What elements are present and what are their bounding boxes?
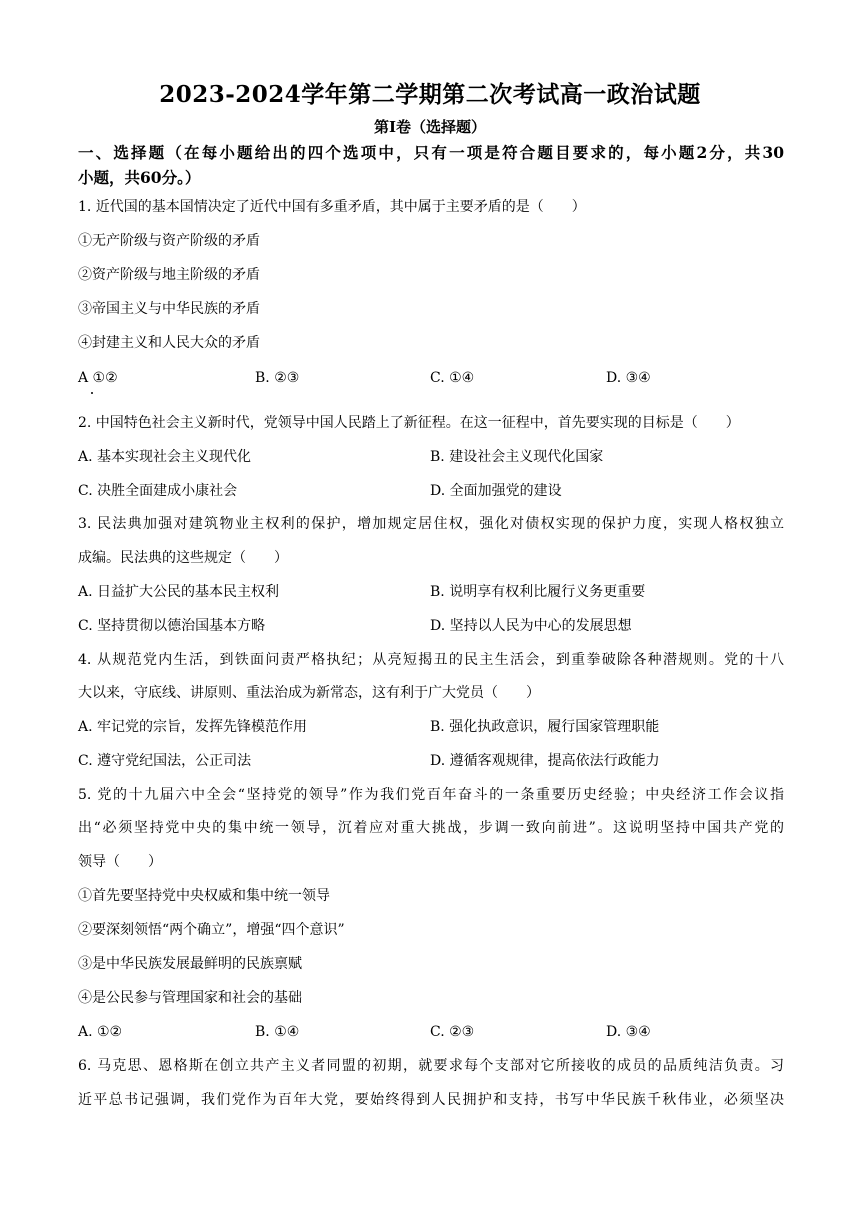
question-5-option-b: B. ①④ bbox=[255, 1024, 300, 1040]
question-1-stem: 1. 近代国的基本国情决定了近代中国有多重矛盾，其中属于主要矛盾的是（ ） bbox=[78, 199, 586, 215]
question-6-stem-line-2: 近平总书记强调，我们党作为百年大党，要始终得到人民拥护和支持，书写中华民族千秋伟业，必须坚决 bbox=[78, 1092, 784, 1108]
question-1-option-a: A ①② bbox=[78, 370, 118, 386]
question-3-stem-line-2: 成编。民法典的这些规定（ ） bbox=[78, 550, 288, 566]
question-1-option-b: B. ②③ bbox=[255, 370, 300, 386]
question-5-item-2: ②要深刻领悟“两个确立”，增强“四个意识” bbox=[78, 922, 345, 938]
question-4-option-b: B. 强化执政意识，履行国家管理职能 bbox=[430, 719, 660, 735]
question-4-stem-line-2: 大以来，守底线、讲原则、重法治成为新常态，这有利于广大党员（ ） bbox=[78, 685, 540, 701]
question-4-option-c: C. 遵守党纪国法，公正司法 bbox=[78, 753, 252, 769]
part-title: 第Ⅰ卷（选择题） bbox=[373, 118, 487, 136]
question-1-item-2: ②资产阶级与地主阶级的矛盾 bbox=[78, 267, 260, 283]
question-3-option-b: B. 说明享有权利比履行义务更重要 bbox=[430, 584, 646, 600]
question-3-option-d: D. 坚持以人民为中心的发展思想 bbox=[430, 618, 632, 634]
question-4-option-a: A. 牢记党的宗旨，发挥先锋模范作用 bbox=[78, 719, 308, 735]
question-2-option-c: C. 决胜全面建成小康社会 bbox=[78, 483, 238, 499]
print-mark bbox=[91, 392, 93, 394]
question-3-stem-line-1: 3. 民法典加强对建筑物业主权利的保护，增加规定居住权，强化对债权实现的保护力度，实现人格权独立 bbox=[78, 516, 784, 532]
question-5-item-3: ③是中华民族发展最鲜明的民族禀赋 bbox=[78, 956, 302, 972]
question-5-stem-line-2: 出“必须坚持党中央的集中统一领导，沉着应对重大挑战，步调一致向前进”。这说明坚持中国共产党的 bbox=[78, 820, 784, 836]
question-5-option-a: A. ①② bbox=[78, 1024, 123, 1040]
section-heading bbox=[78, 140, 784, 190]
exam-title: 2023-2024学年第二学期第二次考试高一政治试题 bbox=[159, 81, 701, 108]
question-6-stem-line-1: 6. 马克思、恩格斯在创立共产主义者同盟的初期，就要求每个支部对它所接收的成员的品质纯洁负责。习 bbox=[78, 1058, 784, 1074]
question-4-option-d: D. 遵循客观规律，提高依法行政能力 bbox=[430, 753, 660, 769]
question-5-option-d: D. ③④ bbox=[606, 1024, 651, 1040]
question-1-option-c: C. ①④ bbox=[430, 370, 475, 386]
question-2-option-d: D. 全面加强党的建设 bbox=[430, 483, 562, 499]
question-5-item-4: ④是公民参与管理国家和社会的基础 bbox=[78, 990, 302, 1006]
question-3-option-a: A. 日益扩大公民的基本民主权利 bbox=[78, 584, 280, 600]
question-2-stem: 2. 中国特色社会主义新时代，党领导中国人民踏上了新征程。在这一征程中，首先要实现的目标是（ ） bbox=[78, 415, 740, 431]
question-1-item-1: ①无产阶级与资产阶级的矛盾 bbox=[78, 233, 260, 249]
question-5-stem-line-1: 5. 党的十九届六中全会“坚持党的领导”作为我们党百年奋斗的一条重要历史经验；中央经济工作会议指 bbox=[78, 787, 784, 803]
question-1-item-4: ④封建主义和人民大众的矛盾 bbox=[78, 335, 260, 351]
section-heading-line-1: 一、选择题（在每小题给出的四个选项中，只有一项是符合题目要求的，每小题2分，共30 bbox=[78, 143, 784, 162]
question-4-stem-line-1: 4. 从规范党内生活，到铁面问责严格执纪；从亮短揭丑的民主生活会，到重拳破除各种潜规则。党的十八 bbox=[78, 652, 784, 668]
question-5-stem-line-3: 领导（ ） bbox=[78, 854, 162, 870]
question-1-option-d: D. ③④ bbox=[606, 370, 651, 386]
question-5-option-c: C. ②③ bbox=[430, 1024, 475, 1040]
question-3-option-c: C. 坚持贯彻以德治国基本方略 bbox=[78, 618, 266, 634]
question-1-item-3: ③帝国主义与中华民族的矛盾 bbox=[78, 301, 260, 317]
question-2-option-b: B. 建设社会主义现代化国家 bbox=[430, 449, 604, 465]
question-5-item-1: ①首先要坚持党中央权威和集中统一领导 bbox=[78, 888, 330, 904]
section-heading-line-2: 小题，共60分。） bbox=[78, 168, 201, 187]
question-2-option-a: A. 基本实现社会主义现代化 bbox=[78, 449, 252, 465]
